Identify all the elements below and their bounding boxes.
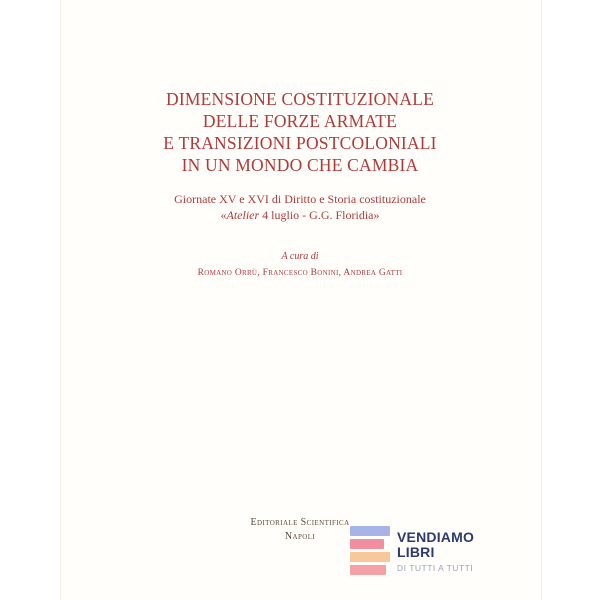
subtitle-line-2 bbox=[60, 207, 540, 223]
editors-names: Romano Orrù, Francesco Bonini, Andrea Gatti bbox=[197, 268, 403, 278]
badge-stripe-icon bbox=[350, 565, 386, 575]
book-title bbox=[60, 88, 540, 176]
subtitle-open-quote: « bbox=[220, 208, 227, 222]
edited-by-label: A cura di bbox=[281, 251, 319, 262]
badge-stripe-icon bbox=[350, 539, 384, 549]
badge-stripe-icon bbox=[350, 526, 390, 536]
title-line: E TRANSIZIONI POSTCOLONIALI bbox=[163, 133, 437, 153]
badge-stripe-icon bbox=[350, 552, 390, 562]
badge-text-libri: LIBRI bbox=[397, 544, 435, 560]
vendiamo-libri-badge bbox=[350, 522, 560, 586]
subtitle-line-1: Giornate XV e XVI di Diritto e Storia costituzionale bbox=[174, 192, 426, 206]
badge-tagline: DI TUTTI A TUTTI bbox=[397, 563, 474, 573]
title-line: DELLE FORZE ARMATE bbox=[202, 111, 398, 131]
book-subtitle bbox=[60, 191, 540, 223]
badge-text-vendiamo: VENDIAMO bbox=[397, 529, 475, 545]
subtitle-rest: 4 luglio - G.G. Floridia» bbox=[259, 208, 380, 222]
publisher-city: Napoli bbox=[284, 531, 316, 542]
subtitle-italic-word: Atelier bbox=[226, 208, 260, 222]
publisher-name: Editoriale Scientifica bbox=[250, 517, 350, 528]
title-line: IN UN MONDO CHE CAMBIA bbox=[181, 155, 419, 175]
title-line: DIMENSIONE COSTITUZIONALE bbox=[166, 89, 434, 109]
